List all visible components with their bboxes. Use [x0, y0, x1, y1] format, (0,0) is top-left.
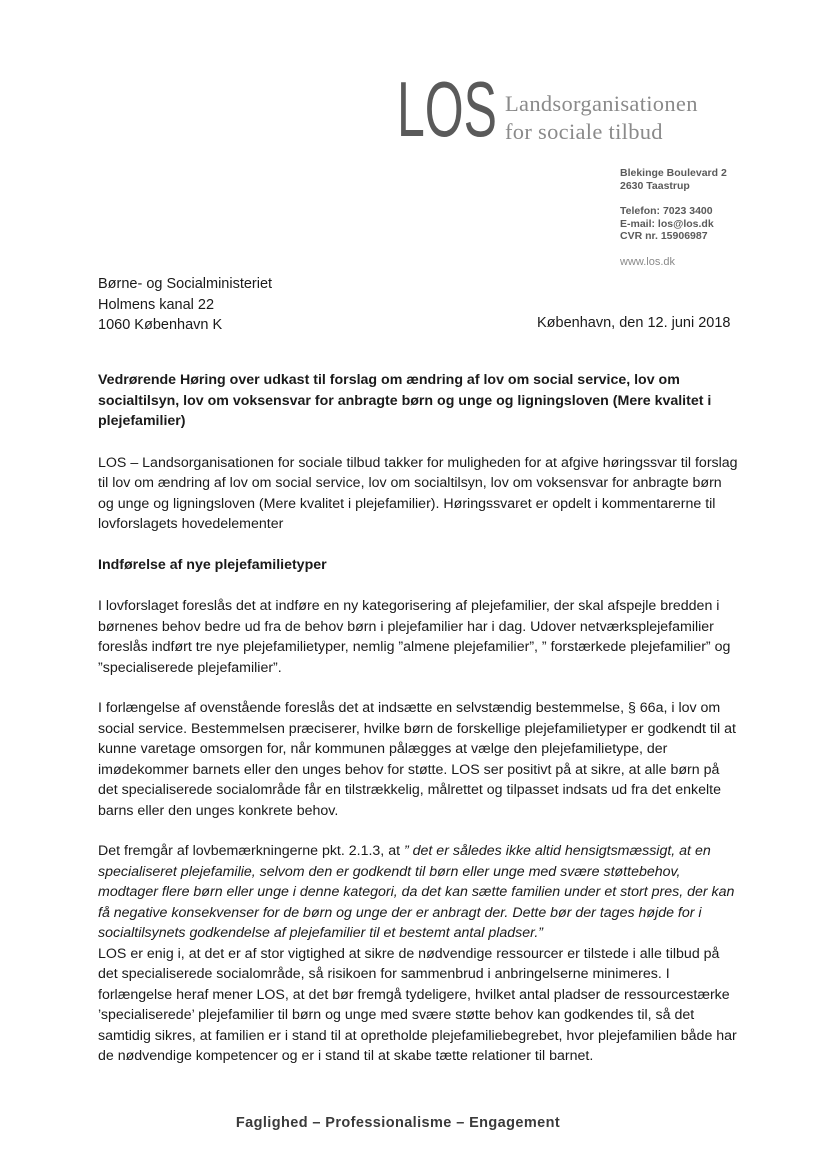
recipient-line1: Børne- og Socialministeriet	[98, 276, 273, 292]
organization-name	[505, 90, 698, 146]
paragraph-3-lead: Det fremgår af lovbemærkningerne pkt. 2.1.3, at	[98, 843, 404, 859]
section-heading: Indførelse af nye plejefamilietyper	[98, 556, 327, 573]
paragraph-2: I forlængelse af ovenstående foreslås det at indsætte en selvstændig bestemmelse, § 66a, i lov om social service. Bestemmelsen præciserer, hvilke børn de forskellige plejefamilietyper er godkendt til at kunne varetage omsorgen for, når kommunen pålægges at vælge den plejefamilietype, der imødekommer barnets eller den unges behov for støtte. LOS ser positivt på at sikre, at alle børn på det specialiserede socialområde får en tilstrækkelig, målrettet og tilpasset indsats ud fra det enkelte barns eller den unges konkrete behov.	[98, 700, 736, 819]
letter-subject: Vedrørende Høring over udkast til forslag om ændring af lov om social service, lov om socialtilsyn, lov om voksensvar for anbragte børn og unge og ligningsloven (Mere kvalitet i plejefamilier)	[98, 372, 712, 429]
logo-text: LOS	[397, 72, 497, 144]
phone-number: Telefon: 7023 3400	[620, 205, 713, 217]
paragraph-4: LOS er enig i, at det er af stor vigtighed at sikre de nødvendige ressourcer er tilstede i alle tilbud på det specialiserede socialområde, så risikoen for sammenbrud i anbringelserne minimeres. I forlængelse heraf mener LOS, at det bør fremgå tydeligere, hvilket antal pladser de ressourcestærke ’specialiserede’ plejefamilier til børn og unge med svære støtte behov kan godkendes til, så det samtidig sikres, at familien er i stand til at opretholde plejefamiliebegrebet, hvor plejefamilien både har de nødvendige kompetencer og er i stand til at skabe tætte relationer til barnet.	[98, 945, 737, 1064]
org-name-line2: for sociale tilbud	[505, 119, 663, 144]
cvr-number: CVR nr. 15906987	[620, 230, 708, 242]
address-city: 2630 Taastrup	[620, 179, 690, 192]
intro-paragraph: LOS – Landsorganisationen for sociale tilbud takker for muligheden for at afgive høringssvar til forslag til lov om ændring af lov om social service, lov om socialtilsyn, lov om voksensvar for anbragte børn og unge og ligningsloven (Mere kvalitet i plejefamilier). Høringssvaret er opdelt i kommentarerne til lovforslagets hovedelementer	[98, 454, 738, 532]
paragraph-1: I lovforslaget foreslås det at indføre en ny kategorisering af plejefamilier, der skal afspejle bredden i børnenes behov bedre ud fra de behov børn i plejefamilier har i dag. Udover netværksplejefamilier foreslås indført tre nye plejefamilietyper, nemlig ”almene plejefamilier”, ” forstærkede plejefamilier” og ”specialiserede plejefamilier”.	[98, 598, 731, 676]
letter-body	[98, 370, 738, 1067]
org-name-line1: Landsorganisationen	[505, 91, 698, 116]
website-link[interactable]: www.los.dk	[620, 256, 676, 268]
paragraph-3	[98, 841, 738, 944]
address-street: Blekinge Boulevard 2	[620, 167, 727, 179]
los-logo	[395, 72, 505, 144]
sender-contact	[620, 205, 714, 243]
recipient-line3: 1060 København K	[98, 317, 223, 333]
recipient-line2: Holmens kanal 22	[98, 296, 215, 313]
paragraph-3-quote: ” det er således ikke altid hensigtsmæssigt, at en specialiseret plejefamilie, selvom den er godkendt til børn eller unge med svære støttebehov, modtager flere børn eller unge i denne kategori, da det kan sætte familien under et stort pres, der kan få negative konsekvenser for de børn og unge der er anbragt der. Dette bør der tages højde for i socialtilsynets godkendelse af plejefamilier til et bestemt antal pladser.”	[98, 843, 735, 941]
sender-address	[620, 167, 727, 192]
footer-tagline: Faglighed – Professionalisme – Engagement	[235, 1115, 561, 1131]
letter-date: København, den 12. juni 2018	[537, 315, 731, 331]
recipient-address	[98, 274, 272, 336]
email-address: E-mail: los@los.dk	[620, 217, 714, 230]
